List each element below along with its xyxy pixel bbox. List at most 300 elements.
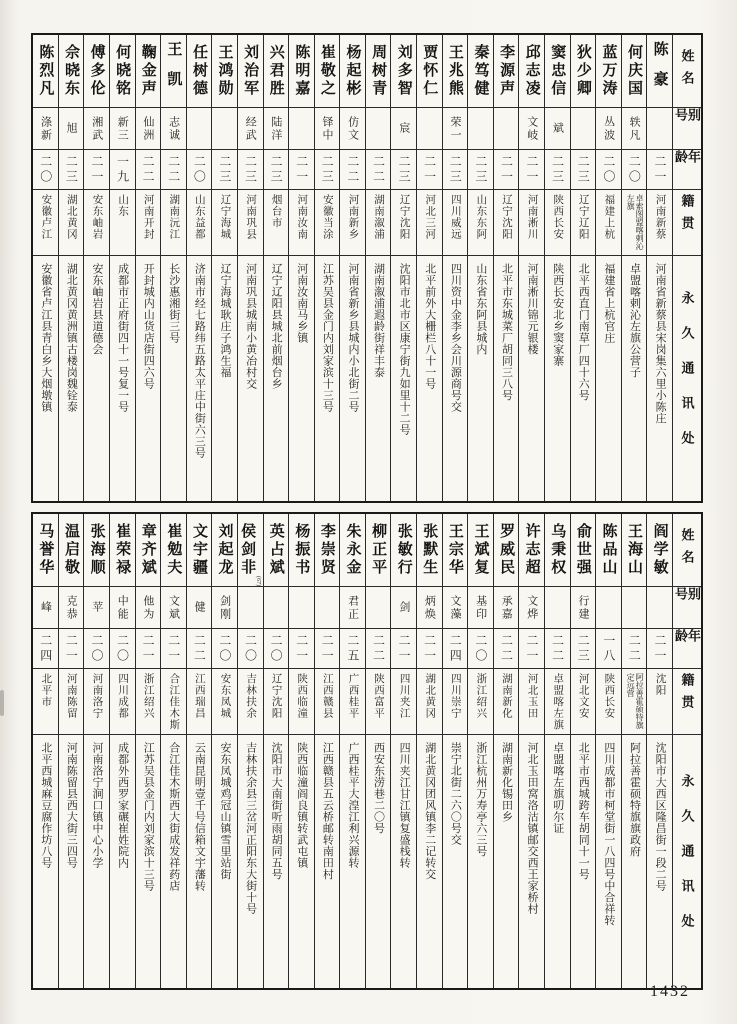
entry-address-cell xyxy=(571,255,596,501)
entry-name-cell xyxy=(571,35,596,107)
entry-address: 河南巩县城南小黄冶村交 xyxy=(244,263,257,390)
entry-address-cell xyxy=(340,734,365,988)
entry-byname: 君正 xyxy=(346,594,359,621)
entry-age: 二一 xyxy=(397,633,412,664)
entry-name: 张默生 xyxy=(421,523,439,577)
entry-address: 北平西直门南草厂四十六号 xyxy=(577,263,590,401)
entry-name-cell xyxy=(366,514,391,586)
header-byname xyxy=(673,586,701,628)
entry-age: 二三 xyxy=(269,154,284,185)
header-byname-label: 别号 xyxy=(673,587,701,609)
entry-address: 浙江杭州万寿亭六三号 xyxy=(474,742,487,857)
entry-native: 四川威远 xyxy=(449,194,461,240)
entry-age: 二一 xyxy=(294,633,309,664)
entry-name-cell xyxy=(187,35,212,107)
entry-native: 河南淅川 xyxy=(526,194,538,240)
entry-name-cell xyxy=(315,514,340,586)
entry-name-cell xyxy=(33,514,58,586)
entry-column xyxy=(365,35,391,501)
entry-address: 合江佳木斯西大街成发祥药店 xyxy=(167,742,180,892)
entry-name-cell xyxy=(161,514,186,586)
entry-native-cell xyxy=(289,189,314,255)
header-name xyxy=(673,514,701,586)
entry-byname-cell xyxy=(340,107,365,149)
entry-native-cell xyxy=(161,189,186,255)
entry-age-cell xyxy=(84,628,109,668)
entry-byname-cell xyxy=(212,586,237,628)
entry-name: 崔荣禄 xyxy=(114,523,132,577)
entry-name-cell xyxy=(545,35,570,107)
entry-native: 河南汝南 xyxy=(296,194,308,240)
entry-name: 陈品山 xyxy=(600,523,618,577)
entry-age: 二一 xyxy=(653,633,667,664)
entry-column xyxy=(135,35,161,501)
entry-byname-cell xyxy=(468,586,493,628)
entry-column xyxy=(416,514,442,988)
entry-address: 安徽省卢江县青白乡大烟墩镇 xyxy=(39,263,52,413)
entry-native-cell xyxy=(519,189,544,255)
entry-age-cell xyxy=(366,149,391,189)
entry-address-cell xyxy=(647,734,672,988)
entry-address-cell xyxy=(417,734,442,988)
entry-address-cell xyxy=(212,255,237,501)
entry-age: 二三 xyxy=(448,154,463,185)
entry-age: 二二 xyxy=(192,633,207,664)
entry-address: 湖南溆浦遐龄街祥丰泰 xyxy=(372,263,385,378)
entry-name-cell xyxy=(264,35,289,107)
entry-byname: 涤新 xyxy=(39,115,52,142)
entry-native: 河南洛宁 xyxy=(91,673,103,719)
entry-age-cell xyxy=(391,149,416,189)
entry-address: 沈阳市大西区隆昌街一段二号 xyxy=(654,742,667,892)
entry-native: 河南新蔡 xyxy=(654,194,666,240)
entry-name: 柳正平 xyxy=(370,523,388,577)
entry-name: 傅多伦 xyxy=(88,44,106,98)
entry-address-cell xyxy=(443,734,468,988)
entry-native-cell xyxy=(647,189,672,255)
entry-address: 济南市经七路纬五路太平庄中街六三号 xyxy=(193,263,206,459)
entry-address-cell xyxy=(647,255,672,501)
entry-address: 四川成都市柯堂街一八四号中合祥转 xyxy=(602,742,615,926)
entry-name-cell xyxy=(417,514,442,586)
entry-address-cell xyxy=(238,255,263,501)
entry-native: 安东岫岩 xyxy=(91,194,103,240)
entry-name-cell xyxy=(340,514,365,586)
entry-name-cell xyxy=(289,35,314,107)
entry-age-cell xyxy=(161,149,186,189)
entry-age-cell xyxy=(647,149,672,189)
entry-native-cell xyxy=(84,668,109,734)
entry-name-cell xyxy=(340,35,365,107)
entry-native: 辽宁海城 xyxy=(219,194,231,240)
entry-byname: 经武 xyxy=(244,115,257,142)
entry-address-cell xyxy=(494,255,519,501)
entry-native: 浙江绍兴 xyxy=(475,673,487,719)
entry-age-cell xyxy=(340,628,365,668)
entry-column xyxy=(390,514,416,988)
scan-edge-artifact xyxy=(0,690,4,716)
directory-table-top xyxy=(31,33,703,503)
entry-native-cell xyxy=(187,189,212,255)
entry-address: 辽宁海城耿庄子鸿生福 xyxy=(218,263,231,378)
entry-byname: 剑 xyxy=(397,601,410,614)
entry-age: 二〇 xyxy=(243,633,258,664)
entry-native: 北平市 xyxy=(40,673,52,708)
entry-age: 二二 xyxy=(141,154,156,185)
entry-native-cell xyxy=(366,668,391,734)
entry-column xyxy=(314,514,340,988)
entry-byname-cell xyxy=(443,107,468,149)
entry-name-cell xyxy=(110,35,135,107)
entry-address-cell xyxy=(443,255,468,501)
entry-name-cell xyxy=(571,514,596,586)
entry-column xyxy=(263,35,289,501)
entry-age: 二〇 xyxy=(269,633,284,664)
entry-native-cell xyxy=(571,668,596,734)
entry-address-cell xyxy=(136,734,161,988)
entry-native: 四川夹江 xyxy=(398,673,410,719)
entry-native: 河南陈留 xyxy=(65,673,77,719)
entry-byname-cell xyxy=(647,107,672,149)
entry-byname-cell xyxy=(187,107,212,149)
entry-name-cell xyxy=(494,35,519,107)
entry-native-cell xyxy=(417,189,442,255)
entry-age: 二三 xyxy=(397,154,412,185)
entry-byname-cell xyxy=(84,107,109,149)
entry-native-cell xyxy=(212,189,237,255)
header-name-label: 姓名 xyxy=(679,49,695,93)
header-name-label: 姓名 xyxy=(679,528,695,572)
entry-byname-cell xyxy=(315,107,340,149)
entry-name-cell xyxy=(622,35,647,107)
entry-name-cell xyxy=(519,514,544,586)
entry-column xyxy=(186,514,212,988)
entry-address: 河南淅川锦元银楼 xyxy=(526,263,539,355)
entry-byname-cell xyxy=(33,586,58,628)
entry-address-cell xyxy=(315,734,340,988)
header-age xyxy=(673,149,701,189)
entry-byname-cell xyxy=(136,586,161,628)
entry-age-cell xyxy=(84,149,109,189)
entry-name-cell xyxy=(596,35,621,107)
entry-name: 鞠金声 xyxy=(139,44,157,98)
entry-byname-cell xyxy=(596,107,621,149)
entry-age: 二〇 xyxy=(192,154,207,185)
entry-native-cell xyxy=(596,668,621,734)
entry-age: 二一 xyxy=(653,154,667,185)
entry-byname-cell xyxy=(545,586,570,628)
entry-name: 刘治军 xyxy=(242,44,260,98)
entry-byname-cell xyxy=(417,586,442,628)
entry-address-cell xyxy=(264,734,289,988)
entry-name: 乌秉权 xyxy=(549,523,567,577)
entry-address-cell xyxy=(366,255,391,501)
entry-address-cell xyxy=(289,255,314,501)
entry-byname: 文烨 xyxy=(525,594,538,621)
entry-column xyxy=(621,514,647,988)
entry-name: 佘晓东 xyxy=(62,44,80,98)
entry-name: 李崇贤 xyxy=(318,523,336,577)
entry-address-cell xyxy=(366,734,391,988)
entry-native: 河北玉田 xyxy=(526,673,538,719)
entry-age-cell xyxy=(161,628,186,668)
entry-native: 河北三河 xyxy=(424,194,436,240)
entry-age: 二三 xyxy=(576,633,591,664)
entry-address-cell xyxy=(391,255,416,501)
entry-address: 辽宁辽阳县城北前烟台乡 xyxy=(270,263,283,390)
entry-column xyxy=(237,514,263,988)
entry-native-cell xyxy=(468,668,493,734)
entry-age: 二一 xyxy=(166,633,181,664)
entry-column xyxy=(365,514,391,988)
entry-name-cell xyxy=(417,35,442,107)
entry-age: 二三 xyxy=(217,154,232,185)
entry-native: 陕西长安 xyxy=(603,673,615,719)
entry-byname: 承嘉 xyxy=(500,594,513,621)
entry-address-cell xyxy=(33,734,58,988)
entry-byname-cell xyxy=(315,586,340,628)
entry-native: 烟台市 xyxy=(270,194,282,229)
entry-address: 成都市正府街四十一号复一号 xyxy=(116,263,129,413)
entry-age: 二一 xyxy=(525,633,540,664)
entry-native: 广西桂平 xyxy=(347,673,359,719)
entry-byname-cell xyxy=(340,586,365,628)
entry-byname-cell xyxy=(545,107,570,149)
entry-byname: 基印 xyxy=(474,594,487,621)
entry-name: 王海山 xyxy=(626,523,644,577)
entry-address: 崇宁北街二六〇号交 xyxy=(449,742,462,846)
entry-native: 四川崇宁 xyxy=(449,673,461,719)
entry-byname-cell xyxy=(468,107,493,149)
entry-byname: 轶凡 xyxy=(628,115,641,142)
entry-column xyxy=(237,35,263,501)
entry-name: 周树青 xyxy=(370,44,388,98)
header-age-label: 年龄 xyxy=(673,629,701,651)
entry-byname: 湘武 xyxy=(90,115,103,142)
entry-age-cell xyxy=(110,628,135,668)
entry-byname: 陆洋 xyxy=(269,115,282,142)
entry-native: 湖北黄冈 xyxy=(424,673,436,719)
entry-name-cell xyxy=(264,514,289,586)
entry-byname-cell xyxy=(238,107,263,149)
entry-age: 二一 xyxy=(141,633,156,664)
entry-age: 二一 xyxy=(422,633,437,664)
entry-native-cell xyxy=(545,189,570,255)
entry-native-cell xyxy=(212,668,237,734)
entry-age: 二一 xyxy=(89,154,104,185)
entry-byname-cell xyxy=(187,586,212,628)
entry-address: 成都外西罗家碾崔姓院内 xyxy=(116,742,129,869)
entry-native: 辽宁辽阳 xyxy=(577,194,589,240)
entry-age-cell xyxy=(59,628,84,668)
entry-address-cell xyxy=(494,734,519,988)
entry-native-cell xyxy=(417,668,442,734)
entry-column xyxy=(518,514,544,988)
entry-byname: 斌 xyxy=(551,122,564,135)
entry-byname-cell xyxy=(391,107,416,149)
entry-address: 广西桂平大湟江利兴源转 xyxy=(346,742,359,869)
entry-name: 邱志凌 xyxy=(523,44,541,98)
entry-name-cell xyxy=(391,35,416,107)
entry-column xyxy=(288,35,314,501)
entry-native-cell xyxy=(289,668,314,734)
entry-address: 山东省东阿县城内 xyxy=(474,263,487,355)
entry-byname-cell xyxy=(519,586,544,628)
entry-column xyxy=(621,35,647,501)
entry-name-cell xyxy=(468,35,493,107)
entry-byname-cell xyxy=(264,107,289,149)
entry-address: 河南陈留县西大街三四号 xyxy=(65,742,78,869)
entry-address: 安东岫岩县道德会 xyxy=(91,263,104,355)
page-number: 1432 xyxy=(650,983,690,1000)
entry-age: 二三 xyxy=(64,154,79,185)
entry-address-cell xyxy=(519,255,544,501)
entry-name: 贾怀仁 xyxy=(421,44,439,98)
entry-byname: 新三 xyxy=(116,115,129,142)
entry-address: 吉林扶余县三岔河正阳东大街十号 xyxy=(244,742,257,915)
table-header-column xyxy=(672,35,701,501)
entry-byname-cell xyxy=(212,107,237,149)
entry-byname-cell xyxy=(110,586,135,628)
entry-address-cell xyxy=(110,734,135,988)
entry-native-cell xyxy=(443,189,468,255)
entry-age-cell xyxy=(33,628,58,668)
entry-column xyxy=(570,35,596,501)
entry-column xyxy=(442,514,468,988)
entry-age-cell xyxy=(212,149,237,189)
entry-byname-cell xyxy=(161,586,186,628)
entry-address: 阿拉善霍硕特旗旗政府 xyxy=(628,742,641,857)
entry-name: 蓝万涛 xyxy=(600,44,618,98)
entry-address-cell xyxy=(468,734,493,988)
entry-age: 二〇 xyxy=(217,633,232,664)
entry-address-cell xyxy=(571,734,596,988)
entry-native-cell xyxy=(622,668,647,734)
entry-address-cell xyxy=(59,734,84,988)
entry-name-cell xyxy=(366,35,391,107)
entry-native-cell xyxy=(238,189,263,255)
entry-age: 二三 xyxy=(550,154,565,185)
entry-byname-cell xyxy=(59,586,84,628)
header-native xyxy=(673,189,701,255)
entry-native-cell xyxy=(391,189,416,255)
entry-age: 二〇 xyxy=(115,633,130,664)
entry-byname: 炳焕 xyxy=(423,594,436,621)
entry-name-cell xyxy=(468,514,493,586)
entry-name: 侯剑非 xyxy=(239,523,257,577)
entry-byname-cell xyxy=(417,107,442,149)
entry-column xyxy=(518,35,544,501)
entry-age-cell xyxy=(494,628,519,668)
entry-name: 许志超 xyxy=(523,523,541,577)
entry-age-cell xyxy=(417,149,442,189)
entry-native: 安徽当涂 xyxy=(321,194,333,240)
entry-name: 兴君胜 xyxy=(267,44,285,98)
entry-age-cell xyxy=(468,628,493,668)
entry-column xyxy=(263,514,289,988)
entry-byname-cell xyxy=(622,107,647,149)
entry-address-cell xyxy=(622,734,647,988)
entry-name: 何晓铭 xyxy=(114,44,132,98)
entry-native: 湖南溆浦 xyxy=(373,194,385,240)
entry-age: 二〇 xyxy=(89,633,104,664)
entry-native: 合江佳木斯 xyxy=(168,673,180,731)
entry-name-cell xyxy=(161,35,186,107)
entry-column xyxy=(493,35,519,501)
entry-age-cell xyxy=(136,628,161,668)
entry-name: 窦忠信 xyxy=(549,44,567,98)
entry-native-cell xyxy=(110,668,135,734)
entry-age-cell xyxy=(289,149,314,189)
entry-age-cell xyxy=(264,628,289,668)
entry-name: 崔敬之 xyxy=(318,44,336,98)
entry-byname-cell xyxy=(622,586,647,628)
entry-name-cell xyxy=(647,514,672,586)
entry-column xyxy=(339,514,365,988)
entry-address: 江苏吴县金门内刘家滨十三号 xyxy=(142,742,155,892)
entry-address: 卓盟喀左旗叨尔证 xyxy=(551,742,564,834)
entry-column xyxy=(58,514,84,988)
entry-byname-cell xyxy=(494,107,519,149)
entry-name-cell xyxy=(59,514,84,586)
entry-native: 陕西临潼 xyxy=(296,673,308,719)
entry-address: 北平西城麻豆腐作坊八号 xyxy=(39,742,52,869)
entry-name-cell xyxy=(212,35,237,107)
entry-byname: 志诚 xyxy=(167,115,180,142)
entry-note: (67) xyxy=(255,576,262,586)
entry-age: 二二 xyxy=(345,154,360,185)
entry-column xyxy=(646,514,672,988)
entry-byname: 行建 xyxy=(576,594,589,621)
entry-byname-cell xyxy=(238,586,263,628)
entry-native: 浙江绍兴 xyxy=(142,673,154,719)
entry-byname-cell xyxy=(391,586,416,628)
header-name xyxy=(673,35,701,107)
entry-name: 陈明嘉 xyxy=(293,44,311,98)
entry-native-cell xyxy=(596,189,621,255)
entry-age-cell xyxy=(366,628,391,668)
entry-name: 王凯 xyxy=(165,41,183,101)
entry-byname: 剑刚 xyxy=(218,594,231,621)
entry-age-cell xyxy=(136,149,161,189)
entry-native: 山东益都 xyxy=(193,194,205,240)
entry-age-cell xyxy=(238,149,263,189)
entry-age-cell xyxy=(519,628,544,668)
entry-age: 二一 xyxy=(64,633,79,664)
entry-native-cell xyxy=(647,668,672,734)
entry-address: 福建省上杭官庄 xyxy=(602,263,615,344)
entry-column xyxy=(544,35,570,501)
entry-address: 北平市东城菜厂胡同三八号 xyxy=(500,263,513,401)
entry-age: 二四 xyxy=(448,633,463,664)
entry-age: 二一 xyxy=(499,154,514,185)
entry-address-cell xyxy=(519,734,544,988)
entry-name-cell xyxy=(33,35,58,107)
entry-native: 辽宁沈阳 xyxy=(270,673,282,719)
entry-native: 河南新乡 xyxy=(347,194,359,240)
header-native xyxy=(673,668,701,734)
entry-column xyxy=(467,35,493,501)
entry-name: 罗威民 xyxy=(498,523,516,577)
entry-native: 山东 xyxy=(117,194,129,217)
entry-name-cell xyxy=(622,514,647,586)
entry-address-cell xyxy=(264,255,289,501)
entry-name: 陈豪 xyxy=(651,41,669,101)
entry-age: 二〇 xyxy=(473,633,488,664)
entry-byname-cell xyxy=(443,586,468,628)
entry-column xyxy=(160,35,186,501)
entry-age-cell xyxy=(264,149,289,189)
